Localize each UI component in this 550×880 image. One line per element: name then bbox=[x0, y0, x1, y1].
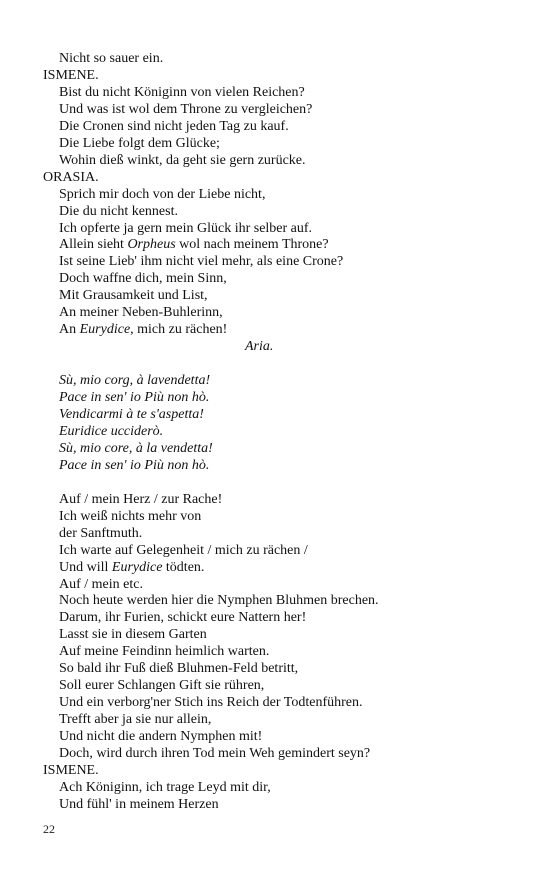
text-segment: Auf / mein Herz / zur Rache! bbox=[59, 491, 223, 507]
verse-line bbox=[43, 678, 513, 695]
verse-line bbox=[43, 746, 513, 763]
verse-line bbox=[43, 407, 513, 424]
text-body bbox=[43, 51, 513, 814]
text-segment: Wohin dieß winkt, da geht sie gern zurücke. bbox=[59, 152, 306, 168]
text-segment: Und fühl' in meinem Herzen bbox=[59, 796, 219, 812]
verse-line bbox=[43, 560, 513, 577]
text-segment: Ich weiß nichts mehr von bbox=[59, 508, 202, 524]
text-segment: Allein sieht bbox=[59, 237, 128, 253]
speaker-name bbox=[43, 68, 513, 85]
verse-line bbox=[43, 593, 513, 610]
text-segment: ISMENE. bbox=[43, 763, 99, 778]
verse-line bbox=[43, 271, 513, 288]
text-segment: So bald ihr Fuß dieß Bluhmen-Feld betritt, bbox=[59, 661, 299, 677]
verse-line bbox=[43, 119, 513, 136]
text-segment: An meiner Neben-Buhlerinn, bbox=[59, 305, 223, 321]
text-segment: Trefft aber ja sie nur allein, bbox=[59, 712, 212, 728]
verse-line bbox=[43, 153, 513, 170]
verse-line bbox=[43, 661, 513, 678]
verse-line bbox=[43, 526, 513, 543]
text-segment: Die Cronen sind nicht jeden Tag zu kauf. bbox=[59, 118, 289, 134]
text-segment: Ach Königinn, ich trage Leyd mit dir, bbox=[59, 779, 271, 795]
text-segment: Die du nicht kennest. bbox=[59, 203, 178, 219]
verse-line bbox=[43, 492, 513, 509]
text-segment: Und will bbox=[59, 559, 112, 575]
text-segment: ORASIA. bbox=[43, 169, 99, 185]
text-segment: Bist du nicht Königinn von vielen Reichen? bbox=[59, 84, 305, 100]
verse-line bbox=[43, 695, 513, 712]
text-segment: Soll eurer Schlangen Gift sie rühren, bbox=[59, 678, 265, 694]
italic-text: Sù, mio corg, à lavendetta! bbox=[59, 373, 211, 389]
speaker-name bbox=[43, 170, 513, 187]
verse-line bbox=[43, 644, 513, 661]
verse-line bbox=[43, 424, 513, 441]
italic-text: Pace in sen' io Più non hò. bbox=[59, 390, 210, 406]
text-segment: ISMENE. bbox=[43, 67, 99, 83]
verse-line bbox=[43, 577, 513, 594]
text-segment: tödten. bbox=[162, 559, 205, 575]
text-segment: Doch waffne dich, mein Sinn, bbox=[59, 271, 227, 287]
stanza-gap bbox=[43, 475, 513, 492]
text-segment: Auf / mein etc. bbox=[59, 576, 143, 592]
text-segment: Ist seine Lieb' ihm nicht viel mehr, als eine Crone? bbox=[59, 254, 344, 270]
verse-line bbox=[43, 797, 513, 814]
text-segment: Ich warte auf Gelegenheit / mich zu rächen / bbox=[59, 542, 308, 558]
verse-line bbox=[43, 322, 513, 339]
verse-line bbox=[43, 390, 513, 407]
text-segment: Und ein verborg'ner Stich ins Reich der Todtenführen. bbox=[59, 695, 363, 711]
italic-text: Sù, mio core, à la vendetta! bbox=[59, 440, 213, 456]
page-number: 22 bbox=[43, 822, 55, 836]
verse-line bbox=[43, 254, 513, 271]
italic-text: Orpheus bbox=[127, 237, 176, 253]
verse-line bbox=[43, 204, 513, 221]
text-segment: Sprich mir doch von der Liebe nicht, bbox=[59, 186, 266, 202]
verse-line bbox=[43, 305, 513, 322]
text-segment: Mit Grausamkeit und List, bbox=[59, 288, 208, 304]
text-segment: Und nicht die andern Nymphen mit! bbox=[59, 729, 263, 745]
text-segment: Ich opferte ja gern mein Glück ihr selber auf. bbox=[59, 220, 313, 236]
text-segment: Die Liebe folgt dem Glücke; bbox=[59, 135, 220, 151]
verse-line bbox=[43, 458, 513, 475]
speaker-name bbox=[43, 763, 513, 780]
text-segment: Noch heute werden hier die Nymphen Bluhmen brechen. bbox=[59, 593, 379, 609]
text-segment: An bbox=[59, 322, 80, 338]
stanza-gap bbox=[43, 356, 513, 373]
italic-text: Eurydice bbox=[111, 559, 163, 575]
text-segment: der Sanftmuth. bbox=[59, 525, 143, 541]
italic-text: Euridice ucciderò. bbox=[59, 423, 164, 439]
verse-line bbox=[43, 509, 513, 526]
text-segment: Nicht so sauer ein. bbox=[59, 51, 164, 66]
verse-line bbox=[43, 780, 513, 797]
verse-line bbox=[43, 102, 513, 119]
italic-text: Pace in sen' io Più non hò. bbox=[59, 457, 210, 473]
verse-line bbox=[43, 627, 513, 644]
text-segment: , mich zu rächen! bbox=[130, 322, 228, 338]
text-segment: Darum, ihr Furien, schickt eure Nattern her! bbox=[59, 610, 307, 626]
verse-line bbox=[43, 221, 513, 238]
text-segment: Aria. bbox=[245, 339, 274, 355]
italic-text: Vendicarmi à te s'aspetta! bbox=[59, 407, 204, 422]
text-segment: Auf meine Feindinn heimlich warten. bbox=[59, 644, 270, 660]
verse-line bbox=[43, 187, 513, 204]
verse-line bbox=[43, 712, 513, 729]
verse-line bbox=[43, 85, 513, 102]
verse-line bbox=[43, 543, 513, 560]
verse-line bbox=[43, 51, 513, 68]
verse-line bbox=[43, 136, 513, 153]
verse-line bbox=[43, 373, 513, 390]
text-segment: wol nach meinem Throne? bbox=[175, 237, 329, 253]
section-heading bbox=[245, 339, 550, 356]
text-segment: Lasst sie in diesem Garten bbox=[59, 627, 207, 643]
verse-line bbox=[43, 288, 513, 305]
text-segment: Doch, wird durch ihren Tod mein Weh gemindert seyn? bbox=[59, 746, 371, 762]
text-segment: Und was ist wol dem Throne zu vergleichen? bbox=[59, 101, 313, 117]
italic-text: Eurydice bbox=[79, 322, 131, 338]
verse-line bbox=[43, 729, 513, 746]
verse-line bbox=[43, 441, 513, 458]
verse-line bbox=[43, 237, 513, 254]
verse-line bbox=[43, 610, 513, 627]
